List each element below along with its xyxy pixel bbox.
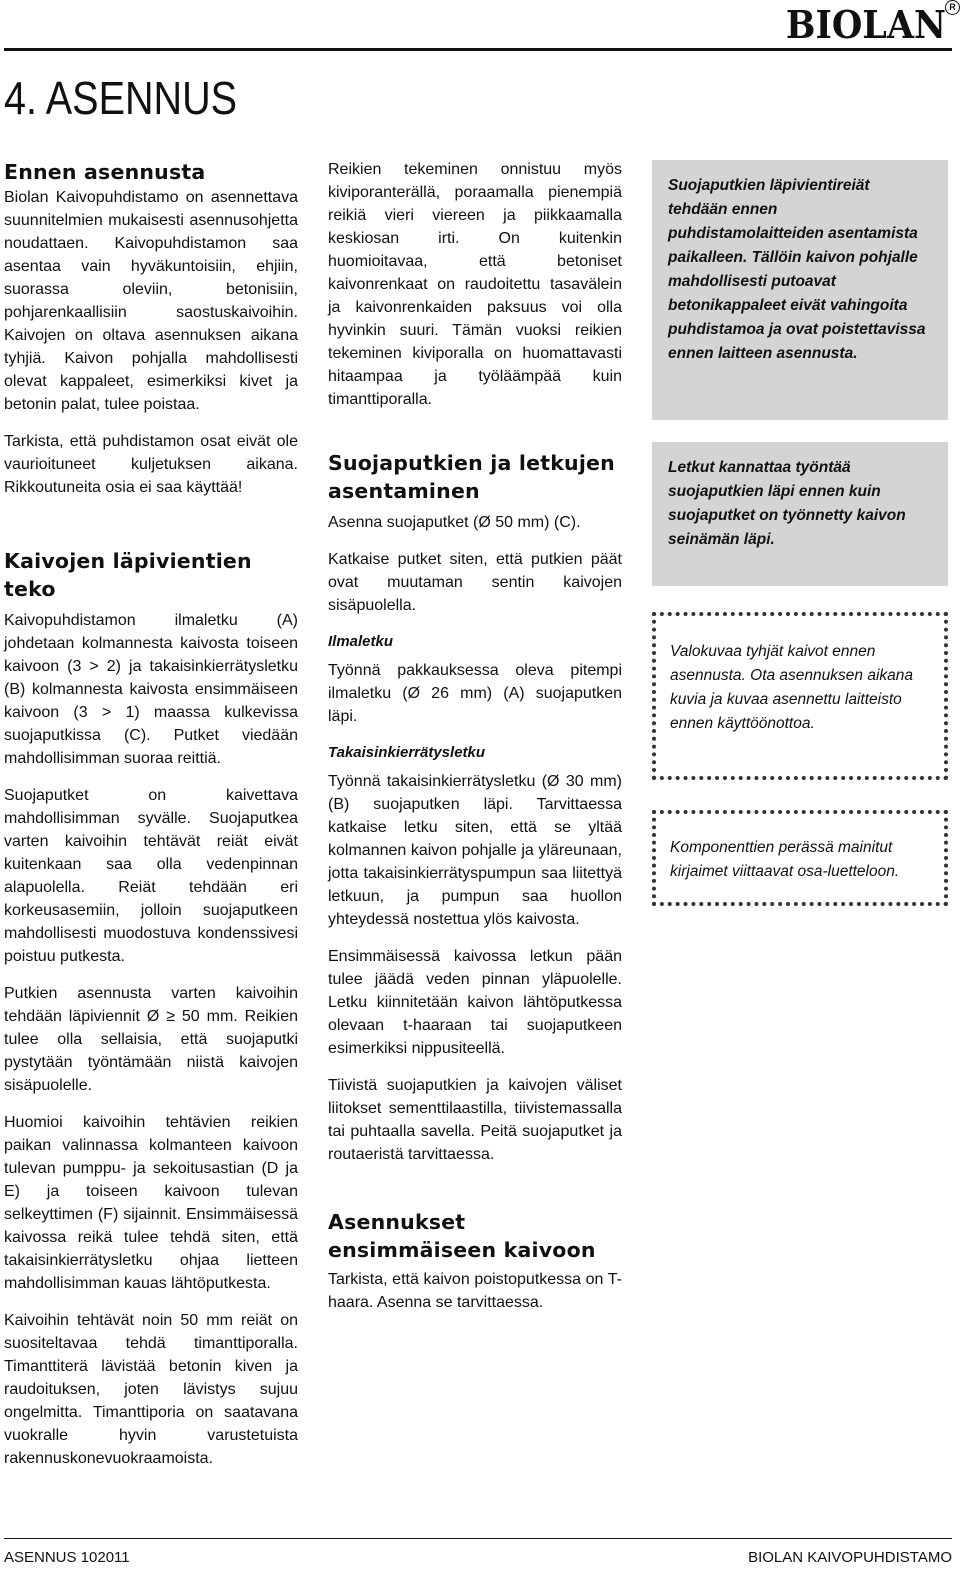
paragraph: Työnnä pakkauksessa oleva pitempi ilmaletku (Ø 26 mm) (A) suojaputken läpi. <box>328 662 622 725</box>
footer-left: ASENNUS 102011 <box>4 1549 130 1566</box>
note-text: Suojaputkien läpivientireiät tehdään ennen puhdistamolaitteiden asentamista paikalleen. Tällöin kaivon pohjalle mahdollisesti putoavat betonikappaleet eivät vahingoita puhdistamoa ja ovat poistettavissa ennen laitteen asennusta. <box>668 177 926 362</box>
paragraph: Katkaise putket siten, että putkien päät ovat muutaman sentin kaivojen sisäpuolella. <box>328 551 622 614</box>
heading-protective-pipes: Suojaputkien ja letkujen asentaminen <box>328 451 615 503</box>
note-box-grey <box>652 160 948 420</box>
page-title: 4. ASENNUS <box>4 72 238 124</box>
paragraph: Ensimmäisessä kaivossa letkun pään tulee jäädä veden pinnan yläpuolelle. Letku kiinnitetään kaivon lähtöputkessa olevaan t-haaraan tai suojaputkeen esimerkiksi nippusiteellä. <box>328 948 622 1057</box>
paragraph: Huomioi kaivoihin tehtävien reikien paikan valinnassa kolmanteen kaivoon tulevan pumppu- ja sekoitusastian (D ja E) ja toiseen kaivoon tulevan selkeyttimen (F) sijainnit. Ensimmäisessä kaivossa reikä tulee tehdä siten, että takaisinkierrätysletku ohjaa lietteen mahdollisimman kauas lähtöputkesta. <box>4 1114 298 1292</box>
registered-mark: R <box>945 0 960 15</box>
heading-before-installation: Ennen asennusta <box>4 160 206 184</box>
brand-logo: BIOLAN <box>785 2 946 47</box>
footer-right: BIOLAN KAIVOPUHDISTAMO <box>748 1549 952 1566</box>
column-middle <box>328 158 622 1314</box>
paragraph: Työnnä takaisinkierrätysletku (Ø 30 mm) (B) suojaputken läpi. Tarvittaessa katkaise letku siten, että se yltää kolmannen kaivon pohjalle ja yläreunaan, jotta takaisinkierrätyspumpun saa liitettyä letkuun, ja pumpun saa huollon yhteydessä nostettua ylös kaivosta. <box>328 773 622 928</box>
column-left <box>4 158 298 1470</box>
paragraph: Biolan Kaivopuhdistamo on asennettava suunnitelmien mukaisesti asennusohjetta noudattaen. Kaivopuhdistamon saa asentaa vain hyväkuntoisiin, ehjiin, suorassa oleviin, betonisiin, pohjarenkaallisiin saostuskaivoihin. Kaivojen on oltava asennuksen aikana tyhjiä. Kaivon pohjalla mahdollisesti olevat kappaleet, esimerkiksi kivet ja betonin palat, tulee poistaa. <box>4 189 298 413</box>
subheading-air-hose: Ilmaletku <box>328 633 394 650</box>
header-rule <box>4 48 952 51</box>
note-box-dotted <box>652 810 948 906</box>
heading-well-penetrations: Kaivojen läpivientien teko <box>4 549 252 601</box>
footer-rule <box>4 1538 952 1539</box>
paragraph: Putkien asennusta varten kaivoihin tehdään läpiviennit Ø ≥ 50 mm. Reikien tulee olla sellaisia, että suojaputki pystytään työntämään niistä kaivojen sisäpuolelle. <box>4 985 298 1094</box>
paragraph: Reikien tekeminen onnistuu myös kiviporanterällä, poraamalla pienempiä reikiä vieri viereen ja piikkaamalla keskiosan irti. On kuitenkin huomioitavaa, että betoniset kaivonrenkaat on raudoitettu tasavälein ja kaivonrenkaiden paksuus voi olla hyvinkin suuri. Tämän vuoksi reikien tekeminen kiviporalla on huomattavasti hitaampaa ja työläämpää kuin timanttiporalla. <box>328 161 622 408</box>
paragraph: Suojaputket on kaivettava mahdollisimman syvälle. Suojaputkea varten kaivoihin tehtävät reiät eivät kuitenkaan saa olla vedenpinnan alapuolella. Reiät tehdään eri korkeusasemiin, jolloin suojaputkeen mahdollisesti muodostuva kondenssivesi poistuu putkesta. <box>4 787 298 965</box>
paragraph: Asenna suojaputket (Ø 50 mm) (C). <box>328 514 581 531</box>
paragraph: Tarkista, että puhdistamon osat eivät ole vaurioituneet kuljetuksen aikana. Rikkoutuneita osia ei saa käyttää! <box>4 433 298 496</box>
note-text: Letkut kannattaa työntää suojaputkien läpi ennen kuin suojaputket on työnnetty kaivon seinämän läpi. <box>668 459 906 548</box>
paragraph: Tarkista, että kaivon poistoputkessa on T-haara. Asenna se tarvittaessa. <box>328 1271 622 1311</box>
note-box-dotted <box>652 612 948 780</box>
paragraph: Kaivopuhdistamon ilmaletku (A) johdetaan kolmannesta kaivosta toiseen kaivoon (3 > 2) ja takaisinkierrätysletku (B) kolmannesta kaivosta ensimmäiseen kaivoon (3 > 1) maassa kulkevissa suojaputkissa (C). Putket viedään mahdollisimman suoraa reittiä. <box>4 612 298 767</box>
subheading-recirculation-hose: Takaisinkierrätysletku <box>328 744 486 761</box>
note-text: Komponenttien perässä mainitut kirjaimet viittaavat osa-luetteloon. <box>670 839 900 880</box>
heading-first-well: Asennukset ensimmäiseen kaivoon <box>328 1210 596 1262</box>
paragraph: Tiivistä suojaputkien ja kaivojen väliset liitokset sementtilaastilla, tiivistemassalla tai puhtaalla savella. Peitä suojaputket ja routaeristä tarvittaessa. <box>328 1077 622 1163</box>
paragraph: Kaivoihin tehtävät noin 50 mm reiät on suositeltavaa tehdä timanttiporalla. Timanttiterä lävistää betonin kiven ja raudoituksen, joten lävistys sujuu ongelmitta. Timanttiporia on saatavana vuokralle hyvin varustetuista rakennuskonevuokraamoista. <box>4 1312 298 1467</box>
column-right <box>652 160 948 906</box>
note-box-grey <box>652 442 948 586</box>
note-text: Valokuvaa tyhjät kaivot ennen asennusta. Ota asennuksen aikana kuvia ja kuvaa asennettu laitteisto ennen käyttöönottoa. <box>670 643 914 732</box>
